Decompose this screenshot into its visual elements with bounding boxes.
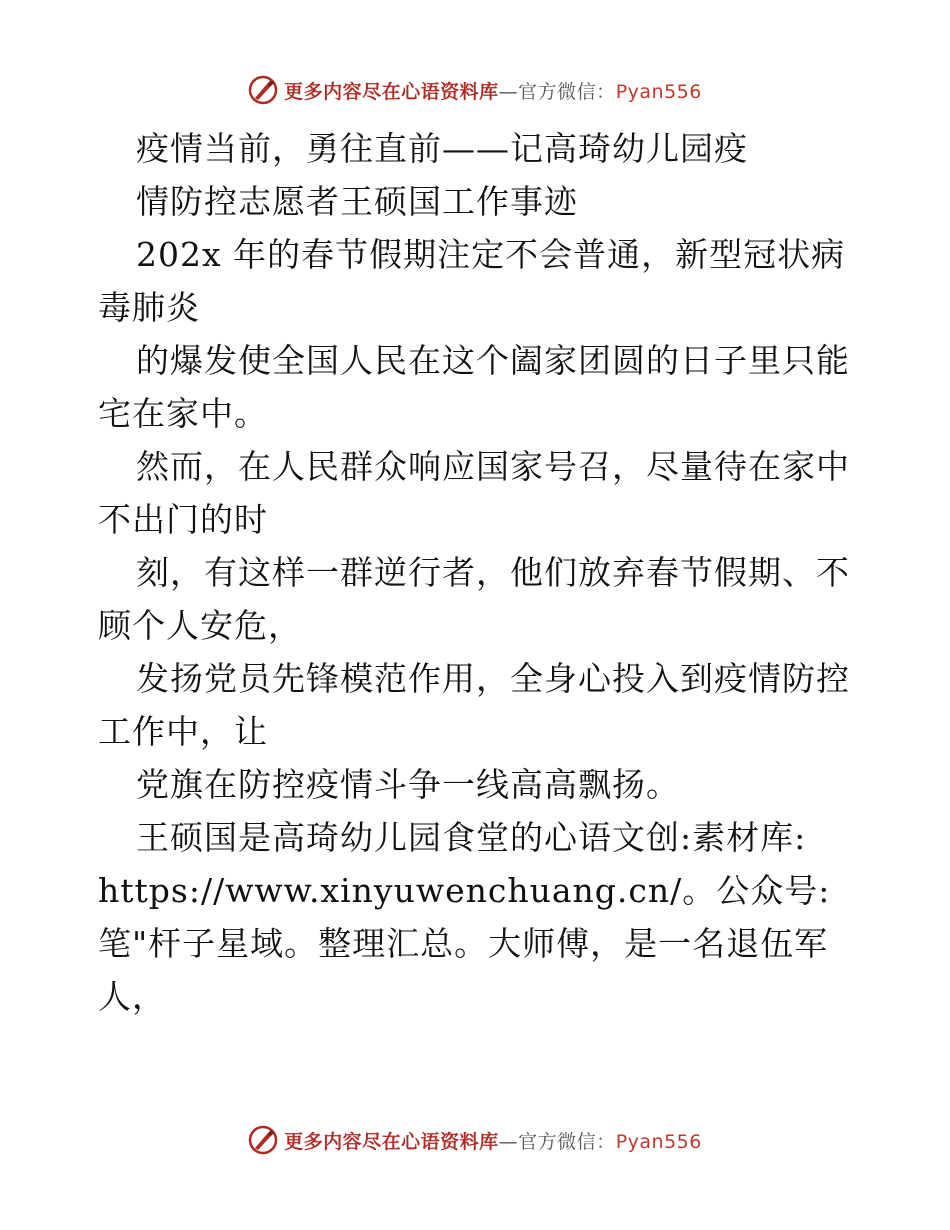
text-line: 党旗在防控疫情斗争一线高高飘扬。 — [136, 765, 680, 804]
banner-wechat-id: Pyan556 — [615, 1130, 702, 1153]
banner-text — [284, 77, 702, 104]
text-line: https://www.xinyuwenchuang.cn/。公众号: — [98, 871, 831, 910]
text-line: 然而，在人民群众响应国家号召，尽量待在家中 — [136, 447, 850, 486]
text-line: 宅在家中。 — [98, 394, 268, 433]
pen-logo-icon — [248, 1125, 278, 1155]
text-line: 的爆发使全国人民在这个阖家团圆的日子里只能 — [136, 341, 850, 380]
text-line: 不出门的时 — [98, 500, 268, 539]
banner-wechat-id: Pyan556 — [615, 80, 702, 103]
text-line: 疫情当前，勇往直前——记高琦幼儿园疫 — [136, 129, 748, 168]
text-line: 发扬党员先锋模范作用，全身心投入到疫情防控 — [136, 659, 850, 698]
text-line: 202x 年的春节假期注定不会普通，新型冠状病 — [136, 235, 846, 274]
text-line: 笔"杆子星域。整理汇总。大师傅，是一名退伍军 — [98, 924, 829, 963]
banner-wechat-label: 官方微信： — [518, 80, 616, 103]
text-line: 情防控志愿者王硕国工作事迹 — [136, 182, 578, 221]
footer-banner — [0, 1120, 950, 1160]
text-line: 刻，有这样一群逆行者，他们放弃春节假期、不 — [136, 553, 850, 592]
text-line: 工作中，让 — [98, 712, 268, 751]
banner-wechat-label: 官方微信： — [518, 1130, 616, 1153]
text-line: 人， — [98, 977, 166, 1016]
banner-separator: — — [498, 80, 519, 103]
banner-main-text: 更多内容尽在心语资料库 — [284, 1130, 499, 1153]
header-banner — [0, 70, 950, 110]
banner-separator: — — [498, 1130, 519, 1153]
banner-main-text: 更多内容尽在心语资料库 — [284, 80, 499, 103]
text-line: 毒肺炎 — [98, 288, 200, 327]
text-line: 王硕国是高琦幼儿园食堂的心语文创:素材库: — [136, 818, 807, 857]
text-line: 顾个人安危， — [98, 606, 302, 645]
pen-logo-icon — [248, 75, 278, 105]
banner-text — [284, 1127, 702, 1154]
document-body — [98, 122, 858, 1023]
